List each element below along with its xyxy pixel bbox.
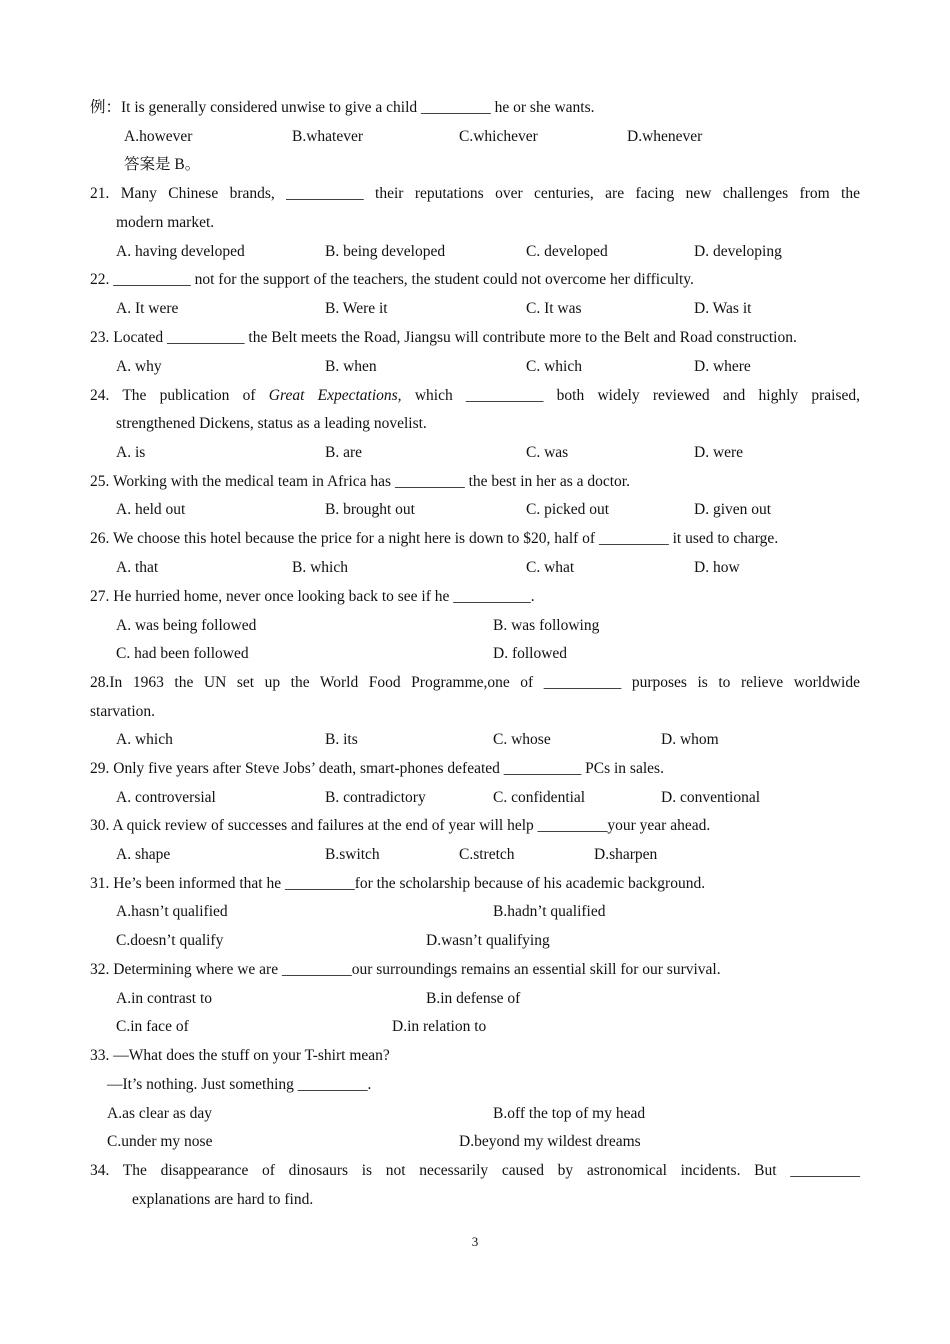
q29-option-c: C. confidential — [493, 789, 586, 806]
q26-option-c: C. what — [526, 559, 575, 576]
q24-stem-line1 — [90, 386, 860, 406]
q33-option-b: B.off the top of my head — [493, 1105, 646, 1122]
q31-option-b: B.hadn’t qualified — [493, 903, 606, 920]
q31-option-d: D.wasn’t qualifying — [426, 932, 550, 949]
q33-option-c: C.under my nose — [107, 1133, 213, 1150]
q26-stem: 26. We choose this hotel because the price for a night here is down to $20, half of _________ it used to charge. — [90, 530, 779, 547]
q21-stem-line1: 21. Many Chinese brands, __________ their reputations over centuries, are facing new challenges from the — [90, 185, 860, 202]
example-option-d: D.whenever — [627, 128, 703, 145]
q33-option-a: A.as clear as day — [107, 1105, 213, 1122]
q21-option-d: D. developing — [694, 243, 782, 260]
q34-stem-line2: explanations are hard to find. — [132, 1191, 314, 1208]
q23-option-a: A. why — [116, 358, 162, 375]
q31-option-a: A.hasn’t qualified — [116, 903, 228, 920]
q22-option-d: D. Was it — [694, 300, 752, 317]
q25-option-d: D. given out — [694, 501, 772, 518]
q32-option-a: A.in contrast to — [116, 990, 212, 1007]
q29-stem: 29. Only five years after Steve Jobs’ death, smart-phones defeated __________ PCs in sales. — [90, 760, 664, 777]
q27-option-a: A. was being followed — [116, 617, 257, 634]
q30-option-d: D.sharpen — [594, 846, 658, 863]
q24-option-c: C. was — [526, 444, 569, 461]
q23-option-d: D. where — [694, 358, 751, 375]
q21-option-a: A. having developed — [116, 243, 245, 260]
q22-option-a: A. It were — [116, 300, 179, 317]
q24-option-d: D. were — [694, 444, 744, 461]
q23-option-c: C. which — [526, 358, 582, 375]
q22-stem: 22. __________ not for the support of the teachers, the student could not overcome her difficulty. — [90, 271, 694, 288]
q32-option-d: D.in relation to — [392, 1018, 487, 1035]
q30-option-a: A. shape — [116, 846, 171, 863]
q28-option-c: C. whose — [493, 731, 551, 748]
q31-option-c: C.doesn’t qualify — [116, 932, 224, 949]
q25-option-a: A. held out — [116, 501, 186, 518]
q25-option-b: B. brought out — [325, 501, 415, 518]
q24-stem-line2: strengthened Dickens, status as a leading novelist. — [116, 415, 427, 432]
q28-option-b: B. its — [325, 731, 358, 748]
q24-option-b: B. are — [325, 444, 363, 461]
q21-option-c: C. developed — [526, 243, 608, 260]
q33-stem-line1: 33. —What does the stuff on your T-shirt mean? — [90, 1047, 390, 1064]
q28-option-a: A. which — [116, 731, 173, 748]
q24-stem-post: which __________ both widely reviewed and highly praised, — [414, 387, 861, 404]
q21-option-b: B. being developed — [325, 243, 446, 260]
q24-book-title: Great Expectations, — [268, 387, 402, 404]
q23-option-b: B. when — [325, 358, 377, 375]
q22-option-c: C. It was — [526, 300, 582, 317]
q21-stem-line2: modern market. — [116, 214, 215, 231]
q27-option-d: D. followed — [493, 645, 568, 662]
example-stem: 例：It is generally considered unwise to give a child _________ he or she wants. — [90, 99, 595, 116]
q26-option-d: D. how — [694, 559, 740, 576]
q27-option-c: C. had been followed — [116, 645, 249, 662]
q33-stem-line2: —It’s nothing. Just something _________. — [107, 1076, 372, 1093]
q25-stem: 25. Working with the medical team in Africa has _________ the best in her as a doctor. — [90, 473, 630, 490]
example-option-a: A.however — [124, 128, 193, 145]
q26-option-a: A. that — [116, 559, 159, 576]
q30-stem: 30. A quick review of successes and failures at the end of year will help _________your year ahead. — [90, 817, 711, 834]
q32-stem: 32. Determining where we are _________our surroundings remains an essential skill for our survival. — [90, 961, 721, 978]
q22-option-b: B. Were it — [325, 300, 388, 317]
q29-option-b: B. contradictory — [325, 789, 426, 806]
q24-option-a: A. is — [116, 444, 146, 461]
q32-option-b: B.in defense of — [426, 990, 521, 1007]
q27-stem: 27. He hurried home, never once looking back to see if he __________. — [90, 588, 535, 605]
q24-stem-pre: 24. The publication of — [90, 387, 256, 404]
q31-stem: 31. He’s been informed that he _________for the scholarship because of his academic background. — [90, 875, 706, 892]
q27-option-b: B. was following — [493, 617, 600, 634]
q28-stem-line1: 28.In 1963 the UN set up the World Food Programme,one of __________ purposes is to relieve worldwide — [90, 674, 860, 691]
example-answer: 答案是 B。 — [124, 156, 201, 173]
example-option-c: C.whichever — [459, 128, 538, 145]
q32-option-c: C.in face of — [116, 1018, 189, 1035]
example-option-b: B.whatever — [292, 128, 364, 145]
q28-option-d: D. whom — [661, 731, 719, 748]
q29-option-a: A. controversial — [116, 789, 216, 806]
q25-option-c: C. picked out — [526, 501, 610, 518]
q34-stem-line1: 34. The disappearance of dinosaurs is not necessarily caused by astronomical incidents. But _________ — [90, 1162, 860, 1179]
q33-option-d: D.beyond my wildest dreams — [459, 1133, 641, 1150]
q30-option-b: B.switch — [325, 846, 380, 863]
q23-stem: 23. Located __________ the Belt meets the Road, Jiangsu will contribute more to the Belt and Road construction. — [90, 329, 797, 346]
q29-option-d: D. conventional — [661, 789, 761, 806]
q26-option-b: B. which — [292, 559, 348, 576]
q30-option-c: C.stretch — [459, 846, 515, 863]
page-number: 3 — [471, 1234, 479, 1249]
q28-stem-line2: starvation. — [90, 703, 155, 720]
